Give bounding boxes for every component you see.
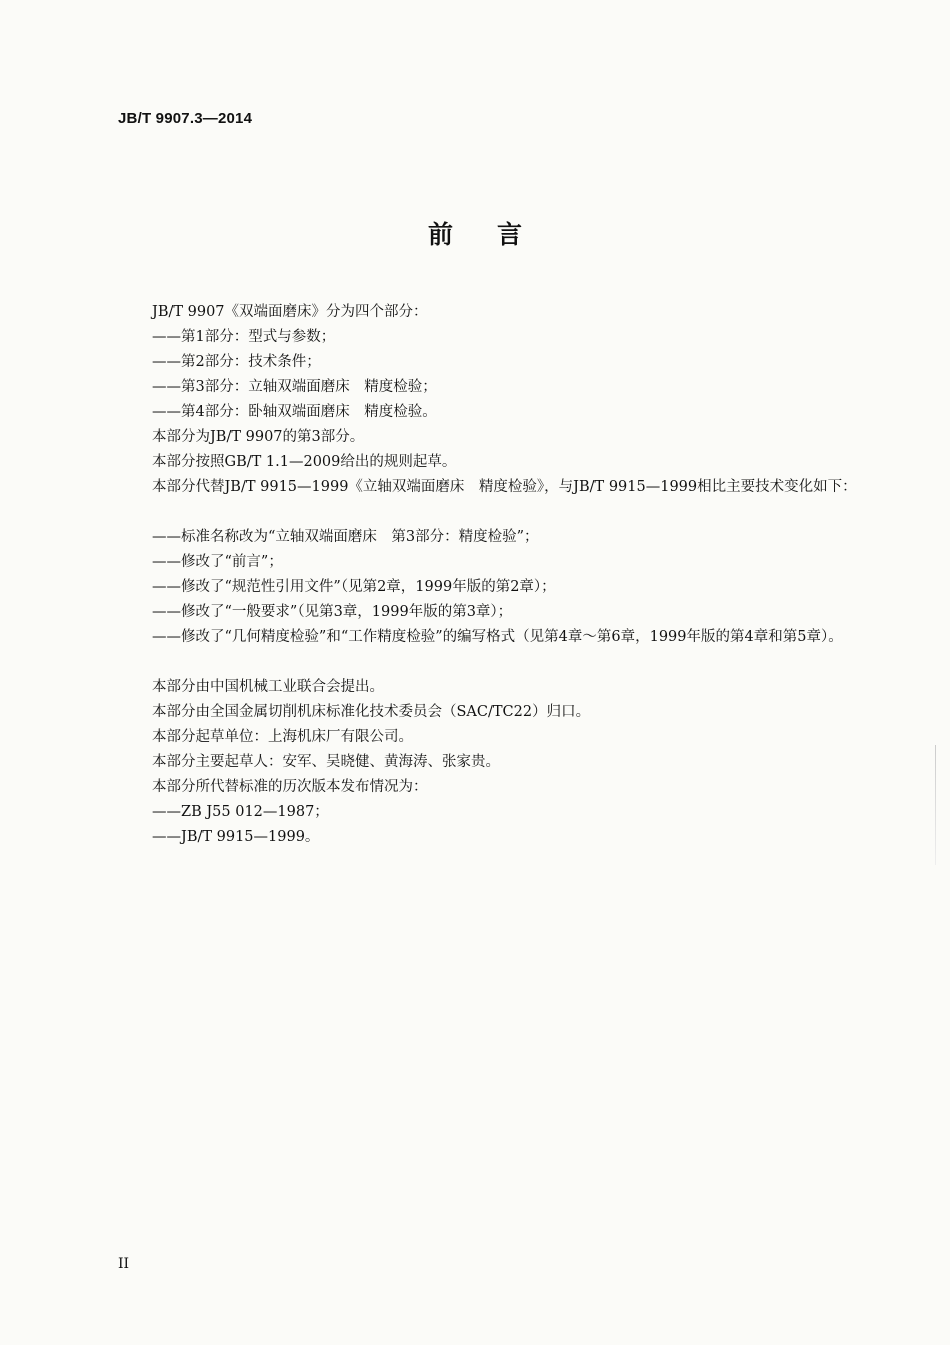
paragraph: JB/T 9907《双端面磨床》分为四个部分： — [152, 304, 428, 320]
paragraph: 本部分由中国机械工业联合会提出。 — [152, 679, 384, 695]
page-number: II — [118, 1256, 130, 1272]
document-code: JB/T 9907.3—2014 — [118, 110, 253, 127]
list-item: ——修改了“几何精度检验”和“工作精度检验”的编写格式（见第4章～第6章，1999年版的第4章和第5章）。 — [152, 629, 843, 645]
list-item: ——第2部分：技术条件； — [152, 354, 321, 370]
foreword-body — [118, 300, 870, 850]
list-item: ——第4部分：卧轴双端面磨床 精度检验。 — [152, 404, 437, 420]
list-item: ——修改了“一般要求”（见第3章，1999年版的第3章）； — [152, 604, 513, 620]
list-item: ——标准名称改为“立轴双端面磨床 第3部分：精度检验”； — [152, 529, 539, 545]
paragraph: 本部分所代替标准的历次版本发布情况为： — [152, 779, 428, 795]
paragraph: 本部分起草单位：上海机床厂有限公司。 — [152, 729, 413, 745]
list-item: ——修改了“前言”； — [152, 554, 283, 570]
list-item: ——第3部分：立轴双端面磨床 精度检验； — [152, 379, 437, 395]
list-item: ——ZB J55 012—1987； — [152, 804, 329, 820]
list-item: ——修改了“规范性引用文件”（见第2章，1999年版的第2章）； — [152, 579, 556, 595]
paragraph: 本部分按照GB/T 1.1—2009给出的规则起草。 — [152, 454, 457, 470]
page-title: 前言 — [427, 220, 566, 249]
paragraph: 本部分主要起草人：安军、吴晓健、黄海涛、张家贵。 — [152, 754, 500, 770]
scan-edge-mark — [935, 745, 936, 865]
paragraph: 本部分由全国金属切削机床标准化技术委员会（SAC/TC22）归口。 — [152, 704, 591, 720]
list-item: ——第1部分：型式与参数； — [152, 329, 336, 345]
list-item: ——JB/T 9915—1999。 — [152, 829, 320, 845]
paragraph: 本部分代替JB/T 9915—1999《立轴双端面磨床 精度检验》，与JB/T 9915—1999相比主要技术变化如下： — [152, 479, 857, 495]
paragraph: 本部分为JB/T 9907的第3部分。 — [152, 429, 365, 445]
